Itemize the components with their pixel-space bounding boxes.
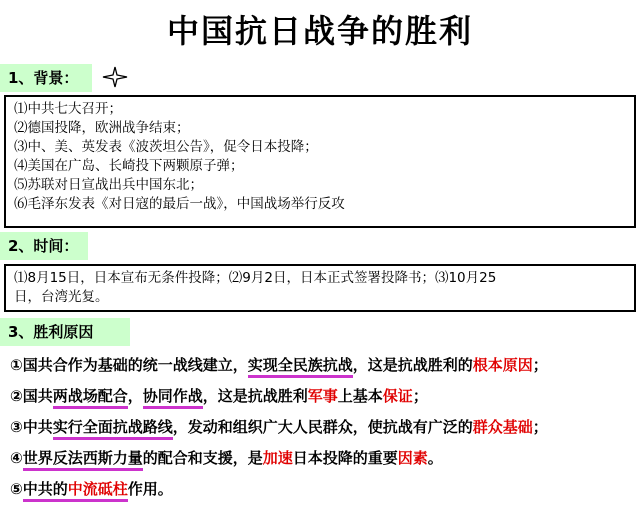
key-phrase: 协同作战 xyxy=(143,387,203,409)
reasons-list xyxy=(10,350,636,505)
section-label-reasons: 3、胜利原因 xyxy=(0,318,130,346)
list-item: ⑶中、美、英发表《波茨坦公告》，促令日本投降； xyxy=(14,139,318,155)
background-box xyxy=(4,95,636,228)
page-title: 中国抗日战争的胜利 xyxy=(166,12,473,50)
section-label-background: 1、背景： xyxy=(0,64,92,92)
list-item: ⑹毛泽东发表《对日寇的最后一战》，中国战场举行反攻 xyxy=(14,196,345,212)
emphasis-text: 根本原因 xyxy=(472,356,533,374)
emphasis-text: 军事 xyxy=(307,387,338,405)
list-item: ⑸苏联对日宣战出兵中国东北； xyxy=(14,177,203,193)
list-item: ⑴中共七大召开； xyxy=(14,101,122,117)
key-phrase: 中共的中流砥柱 xyxy=(23,480,128,502)
section-label-time: 2、时间： xyxy=(0,232,88,260)
reason-1: ①国共合作为基础的统一战线建立，实现全民族抗战，这是抗战胜利的根本原因； xyxy=(10,350,636,381)
sparkle-icon xyxy=(101,65,129,89)
key-phrase: 世界反法西斯力量 xyxy=(23,449,143,471)
reason-4: ④世界反法西斯力量的配合和支援，是加速日本投降的重要因素。 xyxy=(10,443,636,474)
time-box xyxy=(4,264,636,312)
time-line-2: 日，台湾光复。 xyxy=(14,289,109,305)
emphasis-text: 群众基础 xyxy=(472,418,533,436)
list-item: ⑵德国投降，欧洲战争结束； xyxy=(14,120,190,136)
reason-5: ⑤中共的中流砥柱作用。 xyxy=(10,474,636,505)
key-phrase: 实行全面抗战路线 xyxy=(53,418,173,440)
emphasis-text: 加速 xyxy=(262,449,293,467)
emphasis-text: 因素 xyxy=(397,449,428,467)
key-phrase: 实现全民族抗战 xyxy=(248,356,353,378)
emphasis-text: 保证 xyxy=(382,387,413,405)
key-phrase: 两战场配合 xyxy=(53,387,128,409)
list-item: ⑷美国在广岛、长崎投下两颗原子弹； xyxy=(14,158,244,174)
emphasis-text: 中流砥柱 xyxy=(67,480,128,498)
reason-2: ②国共两战场配合，协同作战，这是抗战胜利军事上基本保证； xyxy=(10,381,636,412)
time-line-1: ⑴8月15日，日本宣布无条件投降；⑵9月2日，日本正式签署投降书；⑶10月25 xyxy=(14,270,497,286)
reason-3: ③中共实行全面抗战路线，发动和组织广大人民群众，使抗战有广泛的群众基础； xyxy=(10,412,636,443)
